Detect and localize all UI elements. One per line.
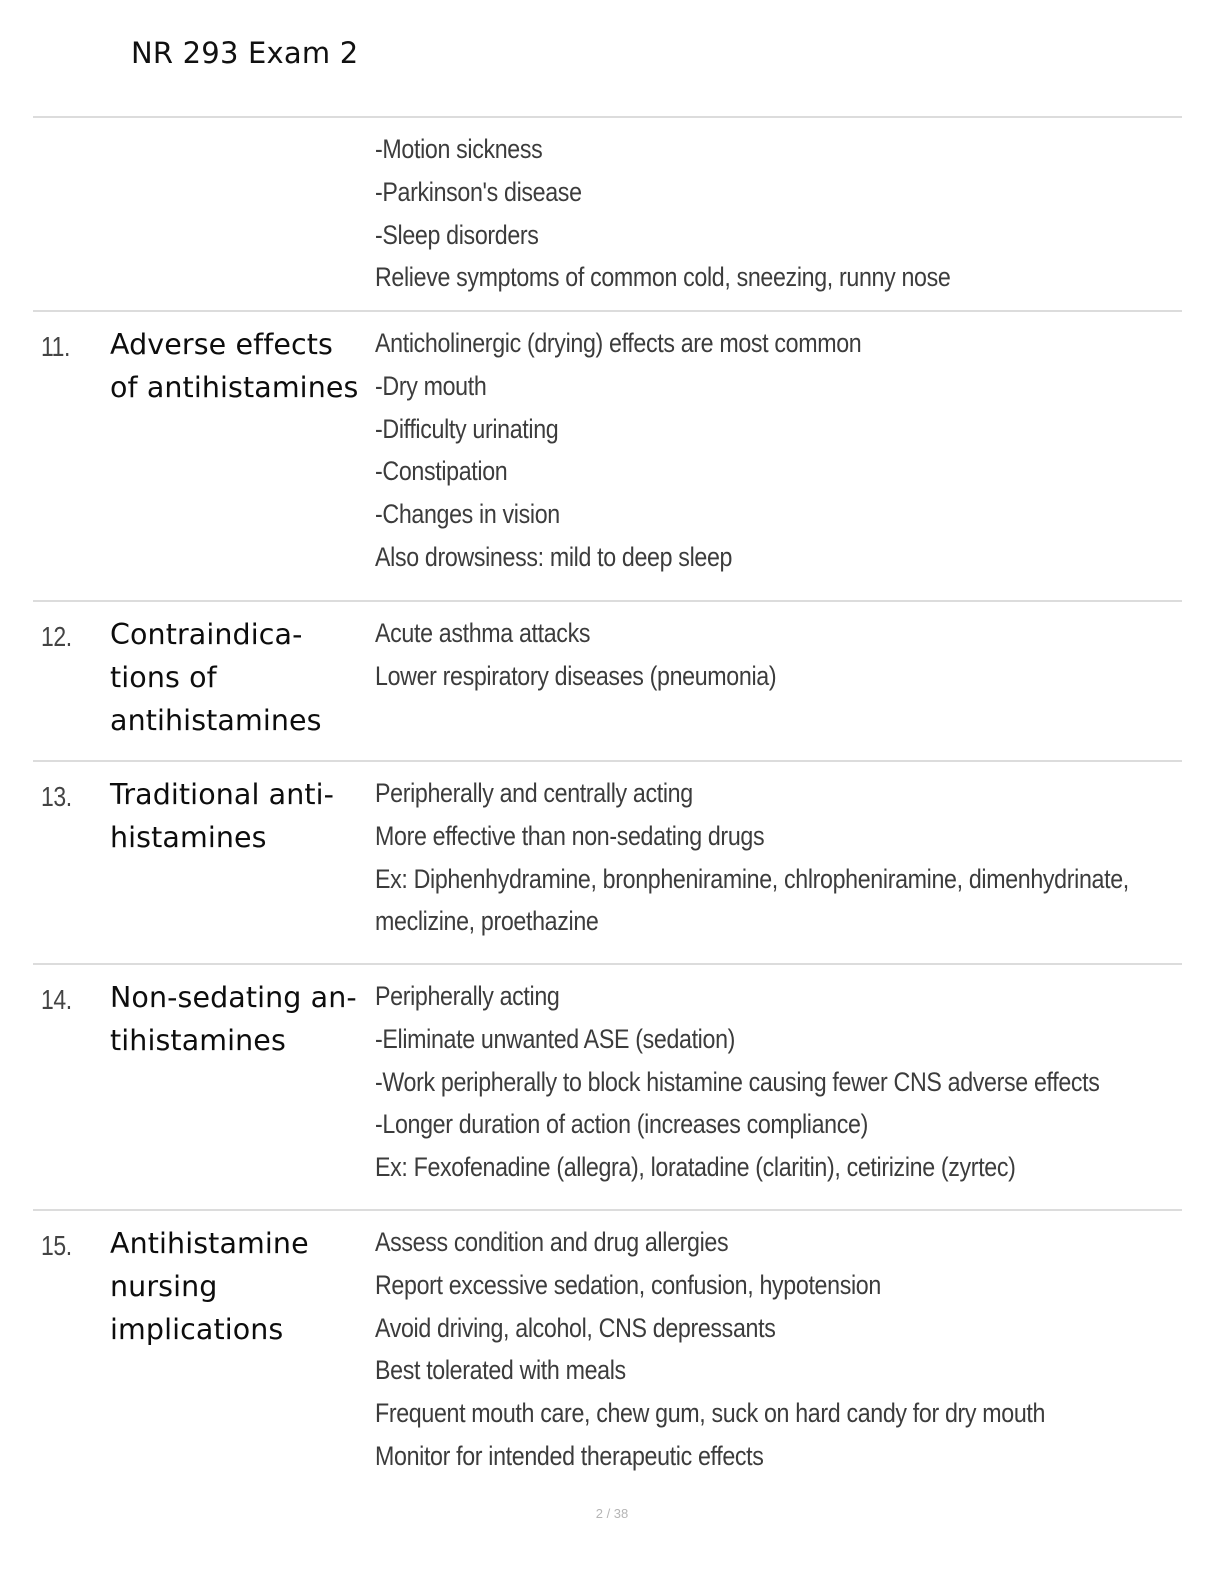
- definition-line: Also drowsiness: mild to deep sleep: [375, 541, 733, 572]
- definition-line: More effective than non-sedating drugs: [375, 820, 765, 851]
- definition-line: -Motion sickness: [375, 134, 543, 164]
- definition-line: -Parkinson's disease: [375, 176, 582, 207]
- card-term: Non-sedating an- tihistamines: [110, 981, 357, 1057]
- definition-line: Report excessive sedation, confusion, hypotension: [375, 1269, 881, 1300]
- document-title: NR 293 Exam 2: [131, 36, 359, 70]
- card-definition: [375, 612, 1175, 698]
- card-term: Antihistamine nursing implications: [110, 1227, 309, 1346]
- card-number: 12.: [41, 621, 72, 652]
- card-definition: [375, 128, 1175, 299]
- definition-line: Ex: Fexofenadine (allegra), loratadine (claritin), cetirizine (zyrtec): [375, 1152, 1016, 1183]
- flashcard-list: [33, 116, 1182, 1489]
- card-number: 14.: [41, 984, 72, 1015]
- definition-line: Anticholinergic (drying) effects are most common: [375, 328, 862, 358]
- definition-line: Relieve symptoms of common cold, sneezing, runny nose: [375, 262, 951, 293]
- definition-line: Frequent mouth care, chew gum, suck on hard candy for dry mouth: [375, 1398, 1046, 1429]
- flashcard-continued: [33, 116, 1182, 310]
- definition-line: Acute asthma attacks: [375, 618, 591, 648]
- card-definition: [375, 975, 1175, 1189]
- flashcard-11: [33, 310, 1182, 600]
- definition-line: -Constipation: [375, 456, 508, 487]
- definition-line: Monitor for intended therapeutic effects: [375, 1440, 764, 1471]
- definition-line: Avoid driving, alcohol, CNS depressants: [375, 1312, 776, 1343]
- definition-line: -Eliminate unwanted ASE (sedation): [375, 1023, 736, 1054]
- card-definition: [375, 772, 1175, 943]
- definition-line: Lower respiratory diseases (pneumonia): [375, 660, 777, 691]
- definition-line: Assess condition and drug allergies: [375, 1227, 729, 1257]
- definition-line: -Longer duration of action (increases compliance): [375, 1109, 868, 1140]
- card-definition: [375, 1221, 1175, 1478]
- definition-line: -Changes in vision: [375, 499, 560, 530]
- definition-line: -Work peripherally to block histamine causing fewer CNS adverse effects: [375, 1066, 1100, 1097]
- definition-line: -Dry mouth: [375, 370, 487, 401]
- card-definition: [375, 322, 1175, 579]
- definition-line: Peripherally and centrally acting: [375, 778, 693, 808]
- card-number: 15.: [41, 1230, 72, 1261]
- definition-line: Best tolerated with meals: [375, 1355, 626, 1386]
- card-number: 11.: [41, 331, 70, 362]
- definition-line: Peripherally acting: [375, 981, 560, 1011]
- flashcard-14: [33, 963, 1182, 1209]
- flashcard-12: [33, 600, 1182, 760]
- definition-line: -Difficulty urinating: [375, 413, 559, 444]
- definition-line: meclizine, proethazine: [375, 906, 599, 937]
- page-number: 2 / 38: [595, 1506, 629, 1521]
- card-term: Adverse effects of antihistamines: [110, 328, 359, 404]
- card-number: 13.: [41, 781, 72, 812]
- card-term: Traditional anti- histamines: [110, 778, 335, 854]
- definition-line: Ex: Diphenhydramine, bronpheniramine, chlropheniramine, dimenhydrinate,: [375, 863, 1129, 894]
- flashcard-13: [33, 760, 1182, 963]
- definition-line: -Sleep disorders: [375, 219, 539, 250]
- card-term: Contraindica- tions of antihistamines: [110, 618, 322, 737]
- flashcard-15: [33, 1209, 1182, 1489]
